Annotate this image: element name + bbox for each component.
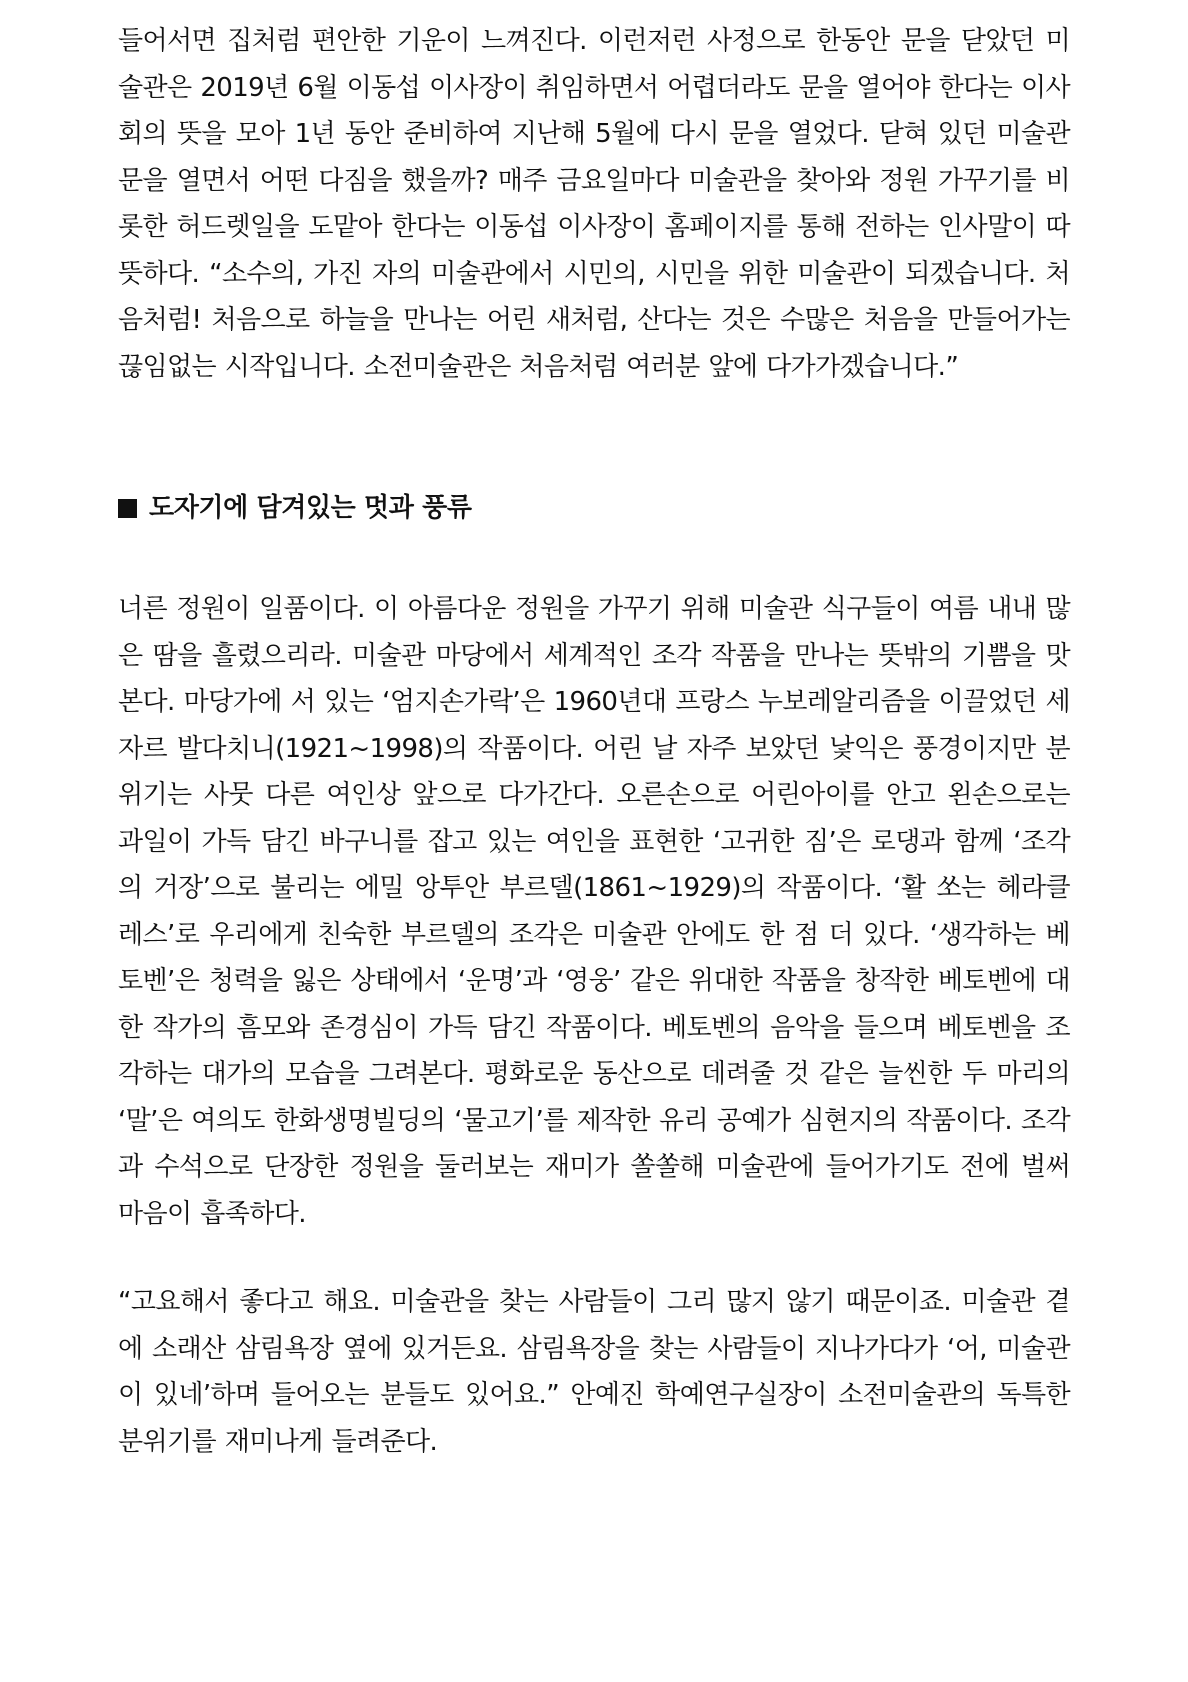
article-paragraph-1: 들어서면 집처럼 편안한 기운이 느껴진다. 이런저런 사정으로 한동안 문을 닫았던 미술관은 2019년 6월 이동섭 이사장이 취임하면서 어렵더라도 문을 열어야 한다는 이사회의 뜻을 모아 1년 동안 준비하여 지난해 5월에 다시 문을 열었다. 닫혀 있던 미술관 문을 열면서 어떤 다짐을 했을까? 매주 금요일마다 미술관을 찾아와 정원 가꾸기를 비롯한 허드렛일을 도맡아 한다는 이동섭 이사장이 홈페이지를 통해 전하는 인사말이 따뜻하다. “소수의, 가진 자의 미술관에서 시민의, 시민을 위한 미술관이 되겠습니다. 처음처럼! 처음으로 하늘을 만나는 어린 새처럼, 산다는 것은 수많은 처음을 만들어가는 끊임없는 시작입니다. 소전미술관은 처음처럼 여러분 앞에 다가가겠습니다.” (118, 26, 1070, 382)
section-heading-text: 도자기에 담겨있는 멋과 풍류 (149, 493, 472, 523)
article-paragraph-2: 너른 정원이 일품이다. 이 아름다운 정원을 가꾸기 위해 미술관 식구들이 여름 내내 많은 땀을 흘렸으리라. 미술관 마당에서 세계적인 조각 작품을 만나는 뜻밖의 기쁨을 맛본다. 마당가에 서 있는 ‘엄지손가락’은 1960년대 프랑스 누보레알리즘을 이끌었던 세자르 발다치니(1921~1998)의 작품이다. 어린 날 자주 보았던 낯익은 풍경이지만 분위기는 사뭇 다른 여인상 앞으로 다가간다. 오른손으로 어린아이를 안고 왼손으로는 과일이 가득 담긴 바구니를 잡고 있는 여인을 표현한 ‘고귀한 짐’은 로댕과 함께 ‘조각의 거장’으로 불리는 에밀 앙투안 부르델(1861~1929)의 작품이다. ‘활 쏘는 헤라클레스’로 우리에게 친숙한 부르델의 조각은 미술관 안에도 한 점 더 있다. ‘생각하는 베토벤’은 청력을 잃은 상태에서 ‘운명’과 ‘영웅’ 같은 위대한 작품을 창작한 베토벤에 대한 작가의 흠모와 존경심이 가득 담긴 작품이다. 베토벤의 음악을 들으며 베토벤을 조각하는 대가의 모습을 그려본다. 평화로운 동산으로 데려줄 것 같은 늘씬한 두 마리의 ‘말’은 여의도 한화생명빌딩의 ‘물고기’를 제작한 유리 공예가 심현지의 작품이다. 조각과 수석으로 단장한 정원을 둘러보는 재미가 쏠쏠해 미술관에 들어가기도 전에 벌써 마음이 흡족하다. (118, 594, 1070, 1229)
article-paragraph-3: “고요해서 좋다고 해요. 미술관을 찾는 사람들이 그리 많지 않기 때문이죠. 미술관 곁에 소래산 삼림욕장 옆에 있거든요. 삼림욕장을 찾는 사람들이 지나가다가 ‘어, 미술관이 있네’하며 들어오는 분들도 있어요.” 안예진 학예연구실장이 소전미술관의 독특한 분위기를 재미나게 들려준다. (118, 1287, 1070, 1457)
section-heading (118, 486, 1070, 530)
article-page (118, 18, 1070, 1465)
black-square-icon (118, 499, 137, 518)
